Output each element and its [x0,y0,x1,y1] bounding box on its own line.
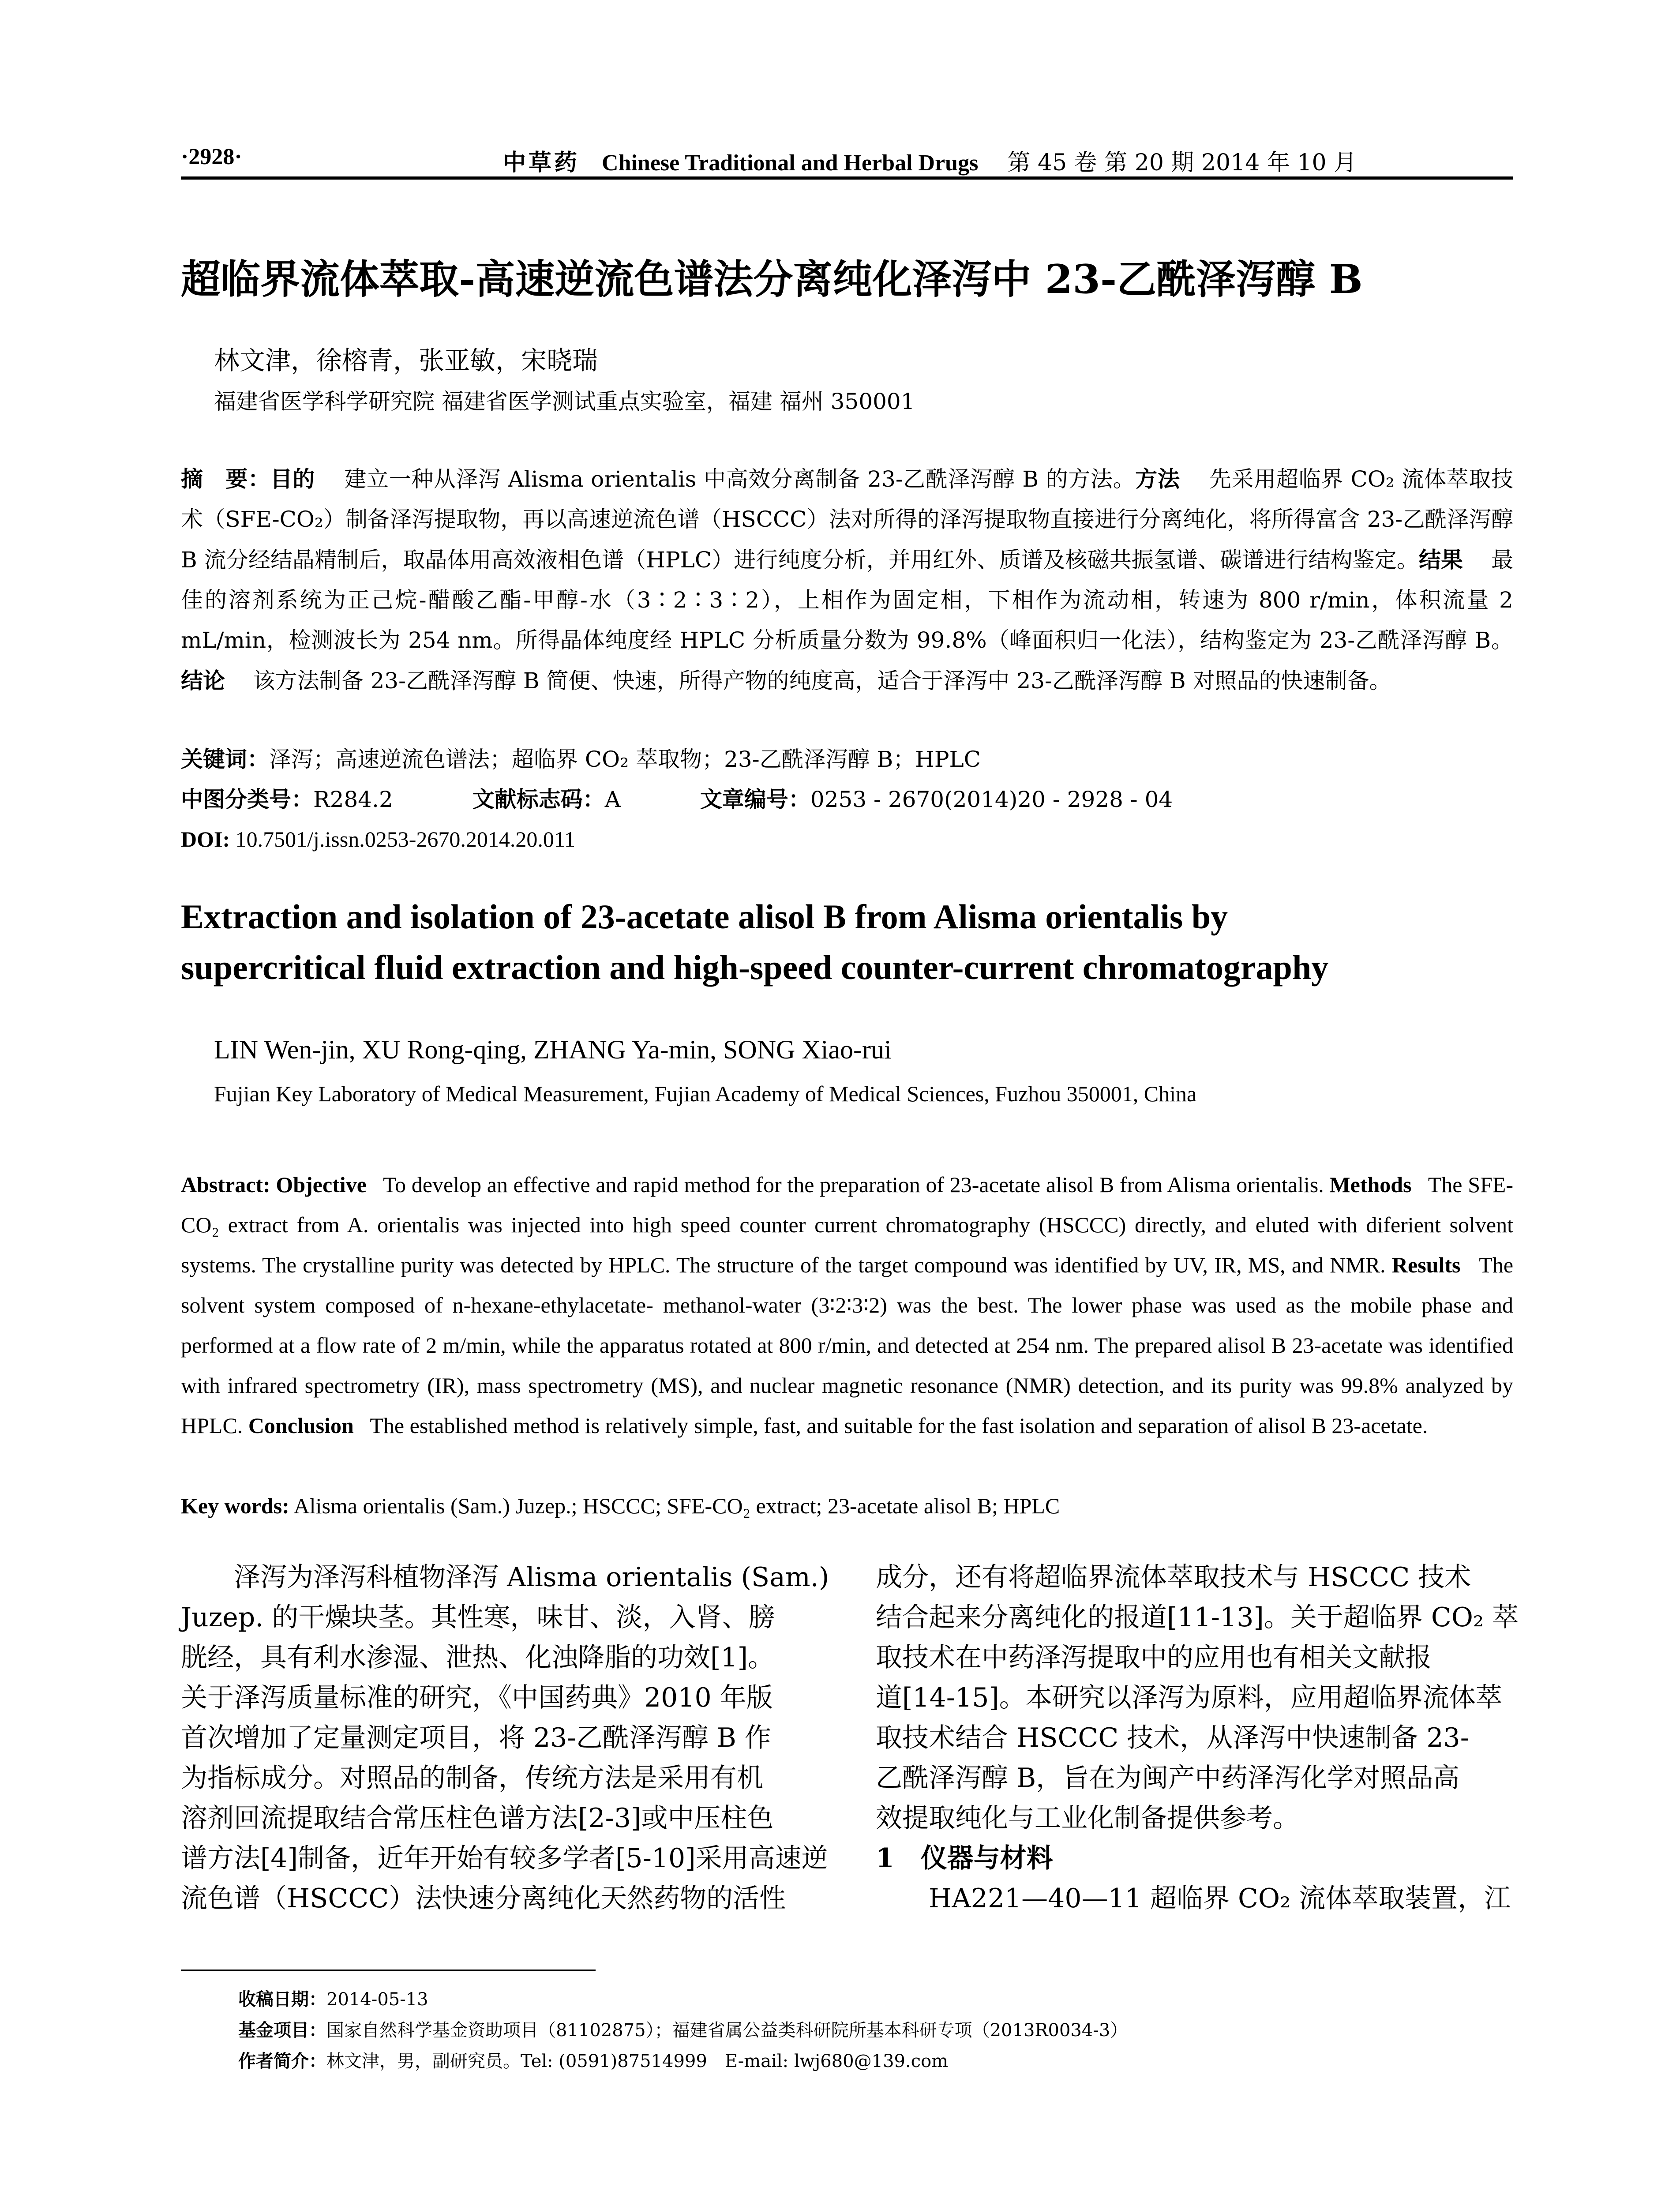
en-abstract [181,1165,1513,1446]
cn-affiliation: 福建省医学科学研究院 福建省医学测试重点实验室，福建 福州 350001 [214,389,915,414]
footnote-author [238,2047,948,2072]
article-no-value: 0253 - 2670(2014)20 - 2928 - 04 [810,787,1173,812]
body-line: 谱方法[4]制备，近年开始有较多学者[5-10]采用高速逆 [181,1843,828,1874]
doi [181,819,1513,859]
received-label: 收稿日期： [238,1989,326,2010]
running-header [181,140,1513,180]
en-objective-label: Objective [276,1172,367,1197]
en-methods-label: Methods [1329,1172,1412,1197]
page-number: ·2928· [181,144,242,169]
en-title [181,891,1513,993]
cn-keywords-text: 泽泻；高速逆流色谱法；超临界 CO₂ 萃取物；23-乙酰泽泻醇 B；HPLC [269,747,981,772]
en-conclusion-label: Conclusion [248,1413,354,1438]
body-line: 效提取纯化与工业化制备提供参考。 [876,1803,1299,1834]
body-line: 为指标成分。对照品的制备，传统方法是采用有机 [181,1763,763,1793]
body-left-column [181,1557,829,1919]
fund-text: 国家自然科学基金资助项目（81102875）；福建省属公益类科研院所基本科研专项（2013R0034-3） [326,2020,1128,2041]
footnote-received [238,1985,428,2011]
en-methods: The SFE-CO₂ extract from A. orientalis was injected into high speed counter current chromatography (HSCCC) directly, and eluted with diferient solvent systems. The crystalline purity was detected by HPLC. The structure of the target compound was identified by UV, IR, MS, and NMR. [181,1172,1514,1277]
body-line: 结合起来分离纯化的报道[11-13]。关于超临界 CO₂ 萃 [876,1602,1519,1633]
cn-keywords-label: 关键词： [181,746,269,772]
clc-value: R284.2 [313,787,393,812]
footnote-rule [181,1970,596,1971]
body-line: 取技术结合 HSCCC 技术，从泽泻中快速制备 23- [876,1722,1469,1753]
en-keywords-label: Key words: [181,1493,289,1518]
en-conclusion: The established method is relatively simple, fast, and suitable for the fast isolation and separation of alisol B 23-acetate. [370,1413,1428,1438]
en-results-label: Results [1391,1253,1461,1277]
doc-code-label: 文献标志码： [472,786,605,812]
author-bio-label: 作者简介： [238,2051,326,2071]
en-keywords-text: Alisma orientalis (Sam.) Juzep.; HSCCC; SFE-CO₂ extract; 23-acetate alisol B; HPLC [293,1493,1060,1518]
body-line: 乙酰泽泻醇 B，旨在为闽产中药泽泻化学对照品高 [876,1763,1460,1793]
issue-info: 第 45 卷 第 20 期 2014 年 10 月 [1007,150,1357,176]
doi-value: 10.7501/j.issn.0253-2670.2014.20.011 [235,827,575,852]
journal-logo-cn: 中草药 [503,149,580,176]
cn-conclusion: 该方法制备 23-乙酰泽泻醇 B 简便、快速，所得产物的纯度高，适合于泽泻中 23-乙酰泽泻醇 B 对照品的快速制备。 [253,668,1391,694]
body-line: 泽泻为泽泻科植物泽泻 Alisma orientalis (Sam.) [234,1562,829,1593]
cn-results-label: 结果 [1418,547,1463,573]
author-bio-text: 林文津，男，副研究员。Tel: (0591)87514999 E-mail: lwj680@139.com [326,2051,949,2071]
fund-label: 基金项目： [238,2020,326,2041]
body-line: 流色谱（HSCCC）法快速分离纯化天然药物的活性 [181,1883,786,1914]
body-line: 胱经，具有利水渗湿、泄热、化浊降脂的功效[1]。 [181,1642,774,1673]
received-date: 2014-05-13 [326,1989,428,2010]
cn-classification [181,779,1513,820]
journal-title [503,144,1357,177]
footnote-fund [238,2016,1128,2041]
cn-authors: 林文津，徐榕青，张亚敏，宋晓瑞 [214,345,598,375]
cn-methods: 先采用超临界 CO₂ 流体萃取技术（SFE-CO₂）制备泽泻提取物，再以高速逆流色谱（HSCCC）法对所得的泽泻提取物直接进行分离纯化，将所得富含 23-乙酰泽泻醇 B 流分经结晶精制后，取晶体用高效液相色谱（HPLC）进行纯度分析，并用红外、质谱及核磁共振氢谱、碳谱进行结构鉴定。 [181,466,1514,573]
body-line: HA221—40—11 超临界 CO₂ 流体萃取装置，江 [929,1883,1511,1914]
cn-conclusion-label: 结论 [181,668,225,694]
cn-methods-label: 方法 [1135,466,1180,492]
en-objective: To develop an effective and rapid method for the preparation of 23-acetate alisol B from Alisma orientalis. [383,1172,1324,1197]
body-line: Juzep. 的干燥块茎。其性寒，味甘、淡，入肾、膀 [181,1602,775,1633]
cn-objective: 建立一种从泽泻 Alisma orientalis 中高效分离制备 23-乙酰泽泻醇 B 的方法。 [344,466,1136,492]
en-affiliation: Fujian Key Laboratory of Medical Measurement, Fujian Academy of Medical Sciences, Fuzhou 350001, China [214,1081,1197,1106]
article-no-label: 文章编号： [700,786,810,812]
en-abstract-label: Abstract: [181,1172,270,1197]
cn-results: 最佳的溶剂系统为正己烷-醋酸乙酯-甲醇-水（3∶2∶3∶2），上相作为固定相，下相作为流动相，转速为 800 r/min，体积流量 2 mL/min，检测波长为 254 nm。所得晶体纯度经 HPLC 分析质量分数为 99.8%（峰面积归一化法），结构鉴定为 23-乙酰泽泻醇 B。 [181,547,1514,653]
header-rule [181,176,1513,180]
cn-keywords [181,739,1513,780]
clc-label: 中图分类号： [181,786,313,812]
en-authors: LIN Wen-jin, XU Rong-qing, ZHANG Ya-min, SONG Xiao-rui [214,1035,892,1064]
body-line: 首次增加了定量测定项目，将 23-乙酰泽泻醇 B 作 [181,1722,771,1753]
en-results: The solvent system composed of n-hexane-ethylacetate- methanol-water (3∶2∶3∶2) was the best. The lower phase was used as the mobile phase and performed at a flow rate of 2 m/min, while the apparatus rotated at 800 r/min, and detected at 254 nm. The prepared alisol B 23-acetate was identified with infrared spectrometry (IR), mass spectrometry (MS), and nuclear magnetic resonance (NMR) detection, and its purity was 99.8% analyzed by HPLC. [181,1253,1514,1438]
section-heading: 1 仪器与材料 [876,1843,1053,1874]
doc-code-value: A [604,787,621,812]
body-line: 成分，还有将超临界流体萃取技术与 HSCCC 技术 [876,1562,1471,1593]
body-right-column [876,1557,1519,1919]
en-title-line2: supercritical fluid extraction and high-speed counter-current chromatography [181,948,1329,987]
doi-label: DOI: [181,827,230,852]
body-line: 取技术在中药泽泻提取中的应用也有相关文献报 [876,1642,1432,1673]
en-keywords [181,1486,1513,1526]
cn-abstract-label: 摘 要： [181,466,270,492]
body-line: 关于泽泻质量标准的研究，《中国药典》2010 年版 [181,1682,773,1713]
cn-objective-label: 目的 [270,466,315,492]
en-title-line1: Extraction and isolation of 23-acetate alisol B from Alisma orientalis by [181,897,1228,936]
journal-name-en: Chinese Traditional and Herbal Drugs [602,150,979,176]
cn-abstract [181,459,1513,701]
body-line: 道[14-15]。本研究以泽泻为原料，应用超临界流体萃 [876,1682,1502,1713]
cn-title: 超临界流体萃取-高速逆流色谱法分离纯化泽泻中 23-乙酰泽泻醇 B [181,256,1363,303]
body-line: 溶剂回流提取结合常压柱色谱方法[2-3]或中压柱色 [181,1803,774,1834]
